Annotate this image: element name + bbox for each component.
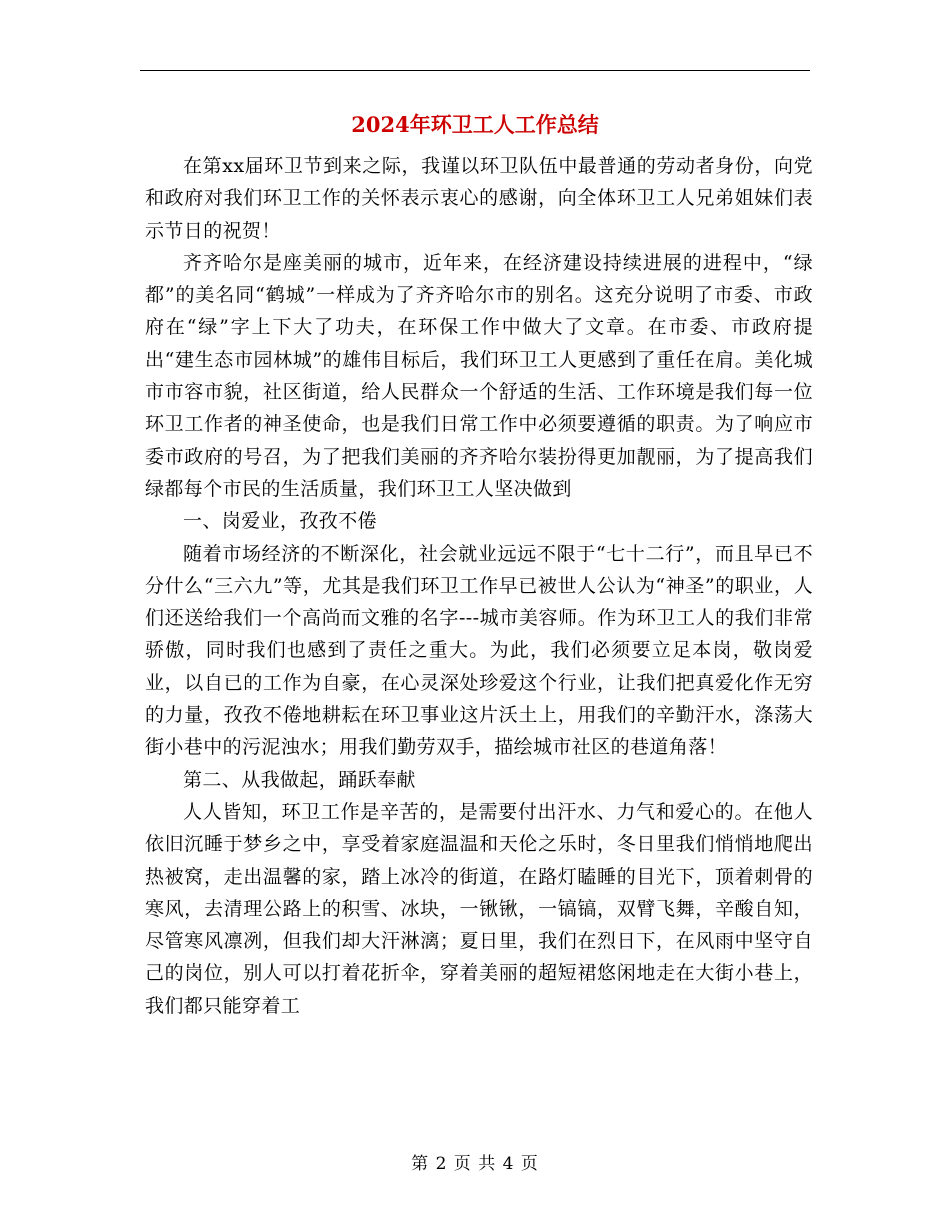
paragraph-section-1: 随着市场经济的不断深化，社会就业远远不限于“七十二行”，而且早已不分什么“三六九”等，尤其是我们环卫工作早已被世人公认为“神圣”的职业，人们还送给我们一个高尚而文雅的名字---城市美容师。作为环卫工人的我们非常骄傲，同时我们也感到了责任之重大。为此，我们必须要立足本岗，敬岗爱业，以自已的工作为自豪，在心灵深处珍爱这个行业，让我们把真爱化作无穷的力量，孜孜不倦地耕耘在环卫事业这片沃土上，用我们的辛勤汗水，涤荡大街小巷中的污泥浊水；用我们勤劳双手，描绘城市社区的巷道角落！ [145,542,813,759]
page-number-footer: 第 2 页 共 4 页 [411,1154,539,1174]
header-rule [140,70,810,71]
section-heading-1: 一、岗爱业，孜孜不倦 [183,510,378,533]
section-heading-2: 第二、从我做起，踊跃奉献 [183,768,416,791]
document-title: 2024年环卫工人工作总结 [351,112,599,137]
document-body [145,150,813,1022]
paragraph-intro: 在第xx届环卫节到来之际，我谨以环卫队伍中最普通的劳动者身份，向党和政府对我们环卫工作的关怀表示衷心的感谢，向全体环卫工人兄弟姐妹们表示节日的祝贺！ [145,155,813,242]
paragraph-section-2: 人人皆知，环卫工作是辛苦的，是需要付出汗水、力气和爱心的。在他人依旧沉睡于梦乡之中，享受着家庭温温和天伦之乐时，冬日里我们悄悄地爬出热被窝，走出温馨的家，踏上冰冷的街道，在路灯瞌睡的目光下，顶着刺骨的寒风，去清理公路上的积雪、冰块，一锹锹，一镐镐，双臂飞舞，辛酸自知，尽管寒风凛冽，但我们却大汗淋漓；夏日里，我们在烈日下，在风雨中坚守自己的岗位，别人可以打着花折伞，穿着美丽的超短裙悠闲地走在大街小巷上，我们都只能穿着工 [145,800,813,1017]
paragraph-city: 齐齐哈尔是座美丽的城市，近年来，在经济建设持续进展的进程中，“绿都”的美名同“鹤城”一样成为了齐齐哈尔市的别名。这充分说明了市委、市政府在“绿”字上下大了功夫，在环保工作中做大了文章。在市委、市政府提出“建生态市园林城”的雄伟目标后，我们环卫工人更感到了重任在肩。美化城市市容市貌，社区街道，给人民群众一个舒适的生活、工作环境是我们每一位环卫工作者的神圣使命，也是我们日常工作中必须要遵循的职责。为了响应市委市政府的号召，为了把我们美丽的齐齐哈尔装扮得更加靓丽，为了提高我们绿都每个市民的生活质量，我们环卫工人坚决做到 [145,251,813,500]
